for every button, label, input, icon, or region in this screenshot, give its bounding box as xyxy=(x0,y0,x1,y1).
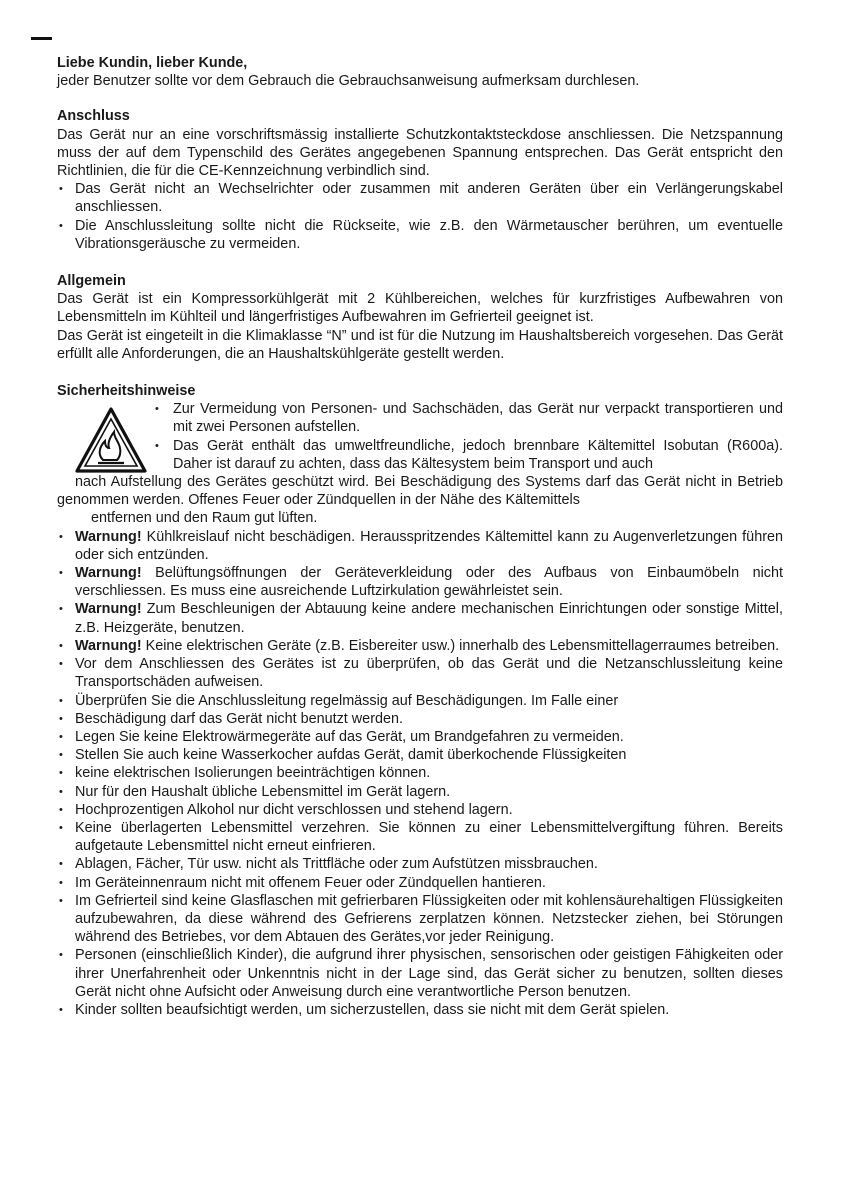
greeting-title: Liebe Kundin, lieber Kunde, xyxy=(57,55,248,71)
section-title-anschluss: Anschluss xyxy=(57,108,130,125)
warning-item xyxy=(57,637,783,655)
warning-label: Warnung! xyxy=(75,637,142,654)
list-item: • Stellen Sie auch keine Wasserkocher aufdas Gerät, damit überkochende Flüssigkeiten xyxy=(57,746,783,764)
warning-label: Warnung! xyxy=(75,565,142,582)
list-item: • Im Geräteinnenraum nicht mit offenem Feuer oder Zündquellen hantieren. xyxy=(57,874,783,892)
list-item: • Keine überlagerten Lebensmittel verzehren. Sie können zu einer Lebensmittelvergiftung führen. Bereits aufgetaute Lebensmittel nicht erneut einfrieren. xyxy=(57,819,783,855)
list-item: • Zur Vermeidung von Personen- und Sachschäden, das Gerät nur verpackt transportieren und mit zwei Personen aufstellen. xyxy=(57,400,783,436)
list-item: • Ablagen, Fächer, Tür usw. nicht als Trittfläche oder zum Aufstützen missbrauchen. xyxy=(57,855,783,873)
list-item: • Hochprozentigen Alkohol nur dicht verschlossen und stehend lagern. xyxy=(57,801,783,819)
list-item: • Überprüfen Sie die Anschlussleitung regelmässig auf Beschädigungen. Im Falle einer xyxy=(57,692,783,710)
section-title-allgemein: Allgemein xyxy=(57,273,126,290)
warning-text: Keine elektrischen Geräte (z.B. Eisbereiter usw.) innerhalb des Lebensmittellagerraumes betreiben. xyxy=(145,637,780,654)
warning-text: Zum Beschleunigen der Abtauung keine andere mechanischen Einrichtungen oder sonstige Mittel, z.B. Heizgeräte, benutzen. xyxy=(75,601,783,636)
warning-item xyxy=(57,564,783,600)
warning-text: Belüftungsöffnungen der Geräteverkleidung oder des Aufbaus von Einbaumöbeln nicht verschliessen. Es muss eine ausreichende Luftzirkulation gewährleistet sein. xyxy=(75,565,783,600)
warning-item xyxy=(57,528,783,564)
greeting-text: jeder Benutzer sollte vor dem Gebrauch die Gebrauchsanweisung aufmerksam durchlesen. xyxy=(57,73,640,90)
warning-label: Warnung! xyxy=(75,601,142,618)
allgemein-paragraph-2: Das Gerät ist eingeteilt in die Klimaklasse “N” und ist für die Nutzung im Haushaltsbereich vorgesehen. Das Gerät erfüllt alle Anforderungen, die an Haushaltskühlgeräte gestellt werden. xyxy=(57,327,783,362)
list-item: • Kinder sollten beaufsichtigt werden, um sicherzustellen, dass sie nicht mit dem Gerät spielen. xyxy=(57,1001,783,1019)
list-item: • Legen Sie keine Elektrowärmegeräte auf das Gerät, um Brandgefahren zu vermeiden. xyxy=(57,728,783,746)
warning-text: Kühlkreislauf nicht beschädigen. Herausspritzendes Kältemittel kann zu Augenverletzungen führen oder sich entzünden. xyxy=(75,528,783,563)
warning-label: Warnung! xyxy=(75,528,142,545)
safety-intro-continuation-2: entfernen und den Raum gut lüften. xyxy=(91,510,318,527)
list-item: • Nur für den Haushalt übliche Lebensmittel im Gerät lagern. xyxy=(57,783,783,801)
list-item: • keine elektrischen Isolierungen beeinträchtigen können. xyxy=(57,764,783,782)
document-page xyxy=(57,54,783,1019)
safety-intro-continuation: nach Aufstellung des Gerätes geschützt wird. Bei Beschädigung des Systems darf das Gerät nicht in Betrieb genommen werden. Offenes Feuer oder Zündquellen in der Nähe des Kältemittels xyxy=(57,474,783,509)
warning-list xyxy=(57,528,783,655)
list-item: • Im Gefrierteil sind keine Glasflaschen mit gefrierbaren Flüssigkeiten oder mit kohlensäurehaltigen Flüssigkeiten aufzubewahren, da diese während des Gefrierens zerplatzen können. Netzstecker ziehen, bei Störungen während des Betriebes, vor dem Abtauen des Gerätes,vor jeder Reinigung. xyxy=(57,892,783,947)
list-item: • Die Anschlussleitung sollte nicht die Rückseite, wie z.B. den Wärmetauscher berühren, um eventuelle Vibrationsgeräusche zu vermeiden. xyxy=(57,217,783,253)
list-item: • Beschädigung darf das Gerät nicht benutzt werden. xyxy=(57,710,783,728)
list-item: • Personen (einschließlich Kinder), die aufgrund ihrer physischen, sensorischen oder geistigen Fähigkeiten oder ihrer Unerfahrenheit oder Unkenntnis nicht in der Lage sind, das Gerät sicher zu benutzen, sollten dieses Gerät nicht ohne Aufsicht oder Anweisung durch eine verantwortliche Person benutzen. xyxy=(57,946,783,1001)
list-item: • Das Gerät enthält das umweltfreundliche, jedoch brennbare Kältemittel Isobutan (R600a). Daher ist darauf zu achten, dass das Kältesystem beim Transport und auch xyxy=(57,437,783,473)
safety-bullet-list xyxy=(57,655,783,1019)
page-marker-bar xyxy=(31,37,52,40)
anschluss-text: Das Gerät nur an eine vorschriftsmässig installierte Schutzkontaktsteckdose anschliessen. Die Netzspannung muss der auf dem Typenschild des Gerätes angegebenen Spannung entsprechen. Das Gerät entspricht den Richtlinien, die für die CE-Kennzeichnung verbindlich sind. xyxy=(57,126,783,180)
section-title-sicherheit: Sicherheitshinweise xyxy=(57,383,196,400)
safety-intro-list xyxy=(57,400,783,473)
list-item: • Vor dem Anschliessen des Gerätes ist zu überprüfen, ob das Gerät und die Netzanschlussleitung keine Transportschäden aufweisen. xyxy=(57,655,783,691)
allgemein-paragraph-1: Das Gerät ist ein Kompressorkühlgerät mit 2 Kühlbereichen, welches für kurzfristiges Aufbewahren von Lebensmitteln im Kühlteil und längerfristiges Aufbewahren im Gefrierteil geeignet ist. xyxy=(57,291,783,326)
list-item: • Das Gerät nicht an Wechselrichter oder zusammen mit anderen Geräten über ein Verlängerungskabel anschliessen. xyxy=(57,180,783,216)
warning-item xyxy=(57,600,783,636)
anschluss-bullet-list xyxy=(57,180,783,253)
safety-intro-block xyxy=(57,400,783,527)
